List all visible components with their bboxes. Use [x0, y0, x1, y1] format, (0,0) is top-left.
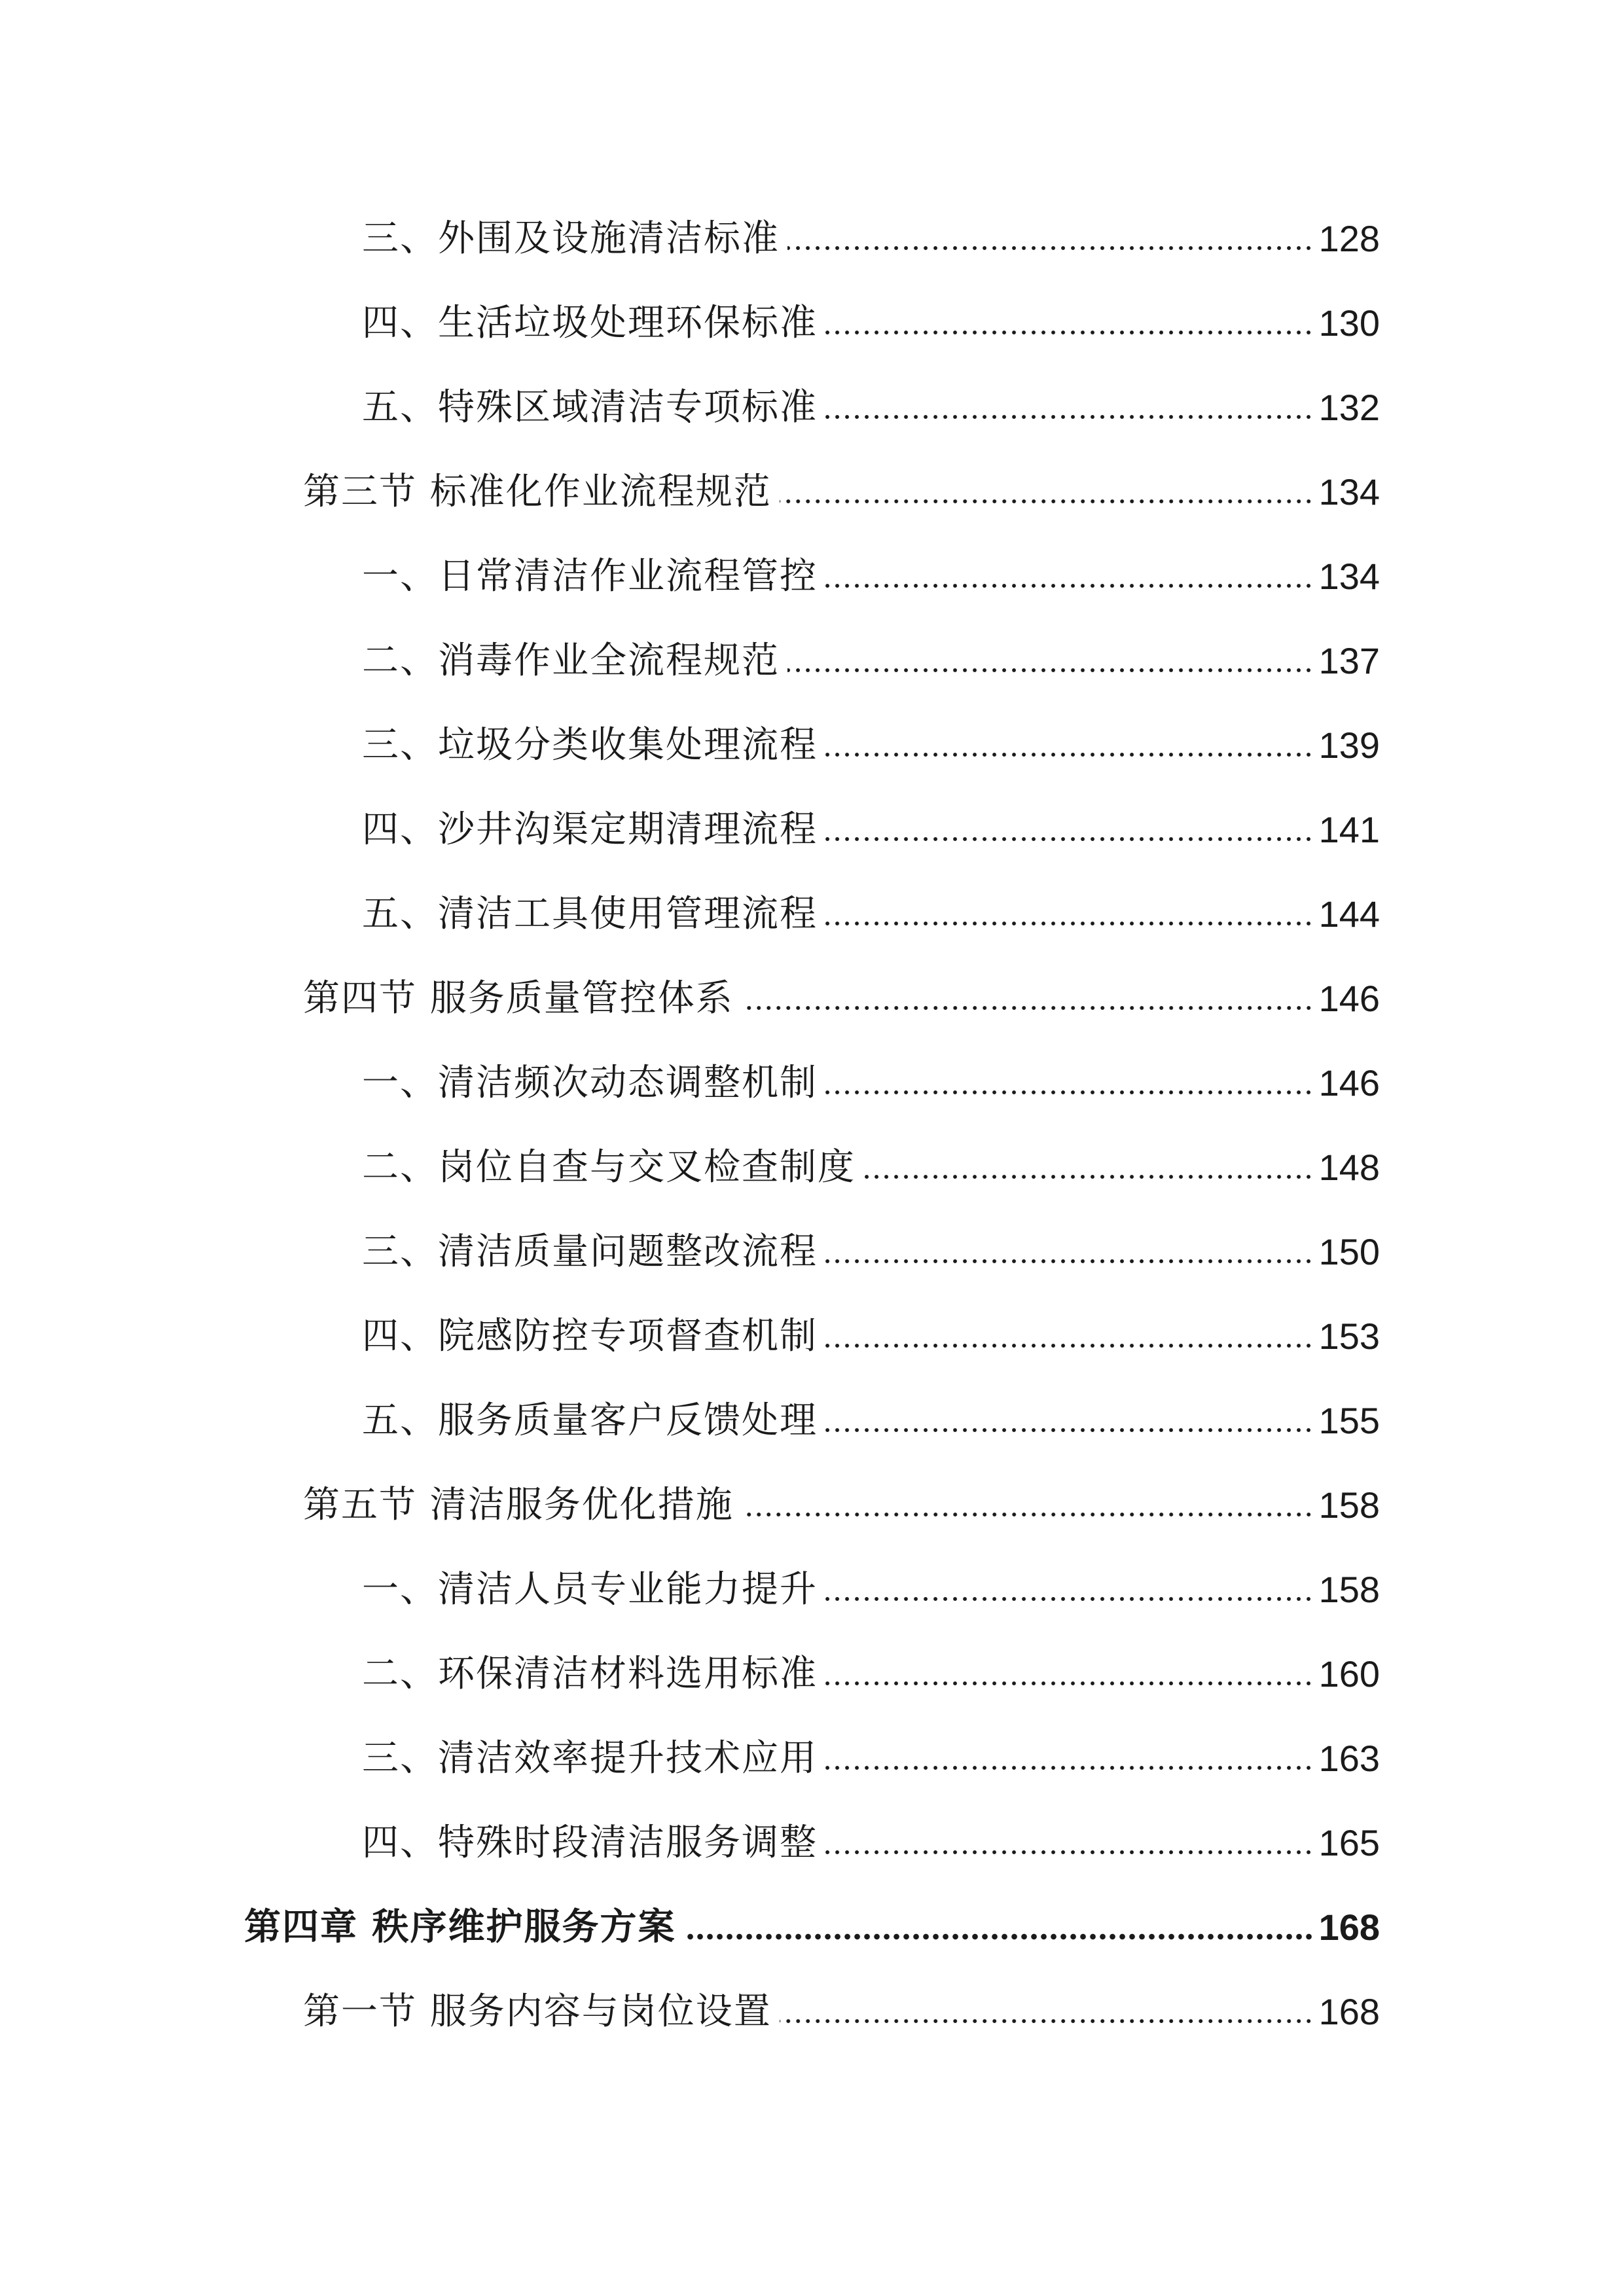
toc-entry-page: 128 — [1318, 218, 1380, 259]
dot-leader — [825, 582, 1314, 590]
toc-entry-title: 第一节 服务内容与岗位设置 — [303, 1990, 772, 2033]
toc-entry-page: 146 — [1318, 1062, 1380, 1103]
dot-leader — [787, 244, 1314, 252]
toc-entry[interactable] — [362, 382, 1380, 434]
toc-entry[interactable] — [362, 1564, 1380, 1616]
toc-entry-page: 134 — [1318, 556, 1380, 597]
dot-leader — [780, 497, 1314, 505]
toc-entry-page: 134 — [1318, 471, 1380, 512]
dot-leader — [825, 1679, 1314, 1687]
toc-entry-page: 137 — [1318, 640, 1380, 681]
dot-leader — [742, 1004, 1314, 1012]
toc-entry-page: 146 — [1318, 978, 1380, 1019]
toc-entry[interactable] — [362, 1057, 1380, 1109]
dot-leader — [863, 1173, 1314, 1181]
toc-entry-title: 五、特殊区域清洁专项标准 — [362, 386, 818, 429]
dot-leader — [825, 1088, 1314, 1096]
dot-leader — [684, 1933, 1314, 1941]
toc-entry[interactable] — [362, 635, 1380, 687]
toc-entry[interactable] — [362, 1648, 1380, 1700]
toc-entry-title: 五、服务质量客户反馈处理 — [362, 1399, 818, 1442]
toc-entry-page: 160 — [1318, 1653, 1380, 1695]
toc-entry-title: 四、院感防控专项督查机制 — [362, 1315, 818, 1357]
toc-entry-page: 168 — [1318, 1907, 1380, 1948]
toc-entry-title: 三、清洁效率提升技术应用 — [362, 1737, 818, 1780]
toc-entry-title: 第三节 标准化作业流程规范 — [303, 471, 772, 513]
toc-entry-page: 168 — [1318, 1991, 1380, 2032]
toc-entry-title: 三、垃圾分类收集处理流程 — [362, 724, 818, 766]
toc-entry-title: 三、外围及设施清洁标准 — [362, 217, 780, 260]
toc-entry[interactable] — [362, 1226, 1380, 1278]
toc-entry-page: 163 — [1318, 1738, 1380, 1779]
toc-entry-title: 第五节 清洁服务优化措施 — [303, 1484, 734, 1526]
dot-leader — [780, 2017, 1314, 2025]
toc-entry-page: 165 — [1318, 1822, 1380, 1863]
toc-entry[interactable] — [303, 973, 1380, 1025]
toc-entry-title: 二、岗位自查与交叉检查制度 — [362, 1146, 856, 1189]
toc-entry-title: 二、环保清洁材料选用标准 — [362, 1653, 818, 1695]
dot-leader — [825, 1595, 1314, 1603]
toc-entry[interactable] — [362, 804, 1380, 856]
toc-entry[interactable] — [362, 1310, 1380, 1363]
toc-entry-page: 150 — [1318, 1231, 1380, 1272]
toc-entry-page: 132 — [1318, 387, 1380, 428]
toc-entry-title: 四、沙井沟渠定期清理流程 — [362, 808, 818, 851]
toc-entry-title: 三、清洁质量问题整改流程 — [362, 1230, 818, 1273]
toc-entry-title: 第四节 服务质量管控体系 — [303, 977, 734, 1020]
toc-entry-title: 四、生活垃圾处理环保标准 — [362, 302, 818, 344]
toc-entry[interactable] — [362, 297, 1380, 350]
toc-entry-page: 141 — [1318, 809, 1380, 850]
dot-leader — [825, 1257, 1314, 1265]
toc-entry-page: 158 — [1318, 1484, 1380, 1526]
dot-leader — [825, 329, 1314, 336]
toc-entry[interactable] — [362, 550, 1380, 603]
dot-leader — [825, 920, 1314, 927]
toc-entry[interactable] — [362, 213, 1380, 265]
toc-entry[interactable] — [362, 1395, 1380, 1447]
toc-entry[interactable] — [362, 1817, 1380, 1869]
dot-leader — [825, 835, 1314, 843]
toc-entry-page: 139 — [1318, 725, 1380, 766]
toc-entry[interactable] — [303, 466, 1380, 518]
toc-entry[interactable] — [362, 1141, 1380, 1194]
toc-entry[interactable] — [362, 719, 1380, 772]
dot-leader — [825, 751, 1314, 759]
toc-entry-title: 一、清洁频次动态调整机制 — [362, 1062, 818, 1104]
dot-leader — [825, 1764, 1314, 1772]
toc-entry[interactable] — [362, 1732, 1380, 1785]
toc-entry-title: 第四章 秩序维护服务方案 — [244, 1906, 676, 1948]
dot-leader — [787, 666, 1314, 674]
toc-entry-page: 155 — [1318, 1400, 1380, 1441]
dot-leader — [825, 1848, 1314, 1856]
toc-entry-page: 144 — [1318, 893, 1380, 935]
toc-entry-page: 158 — [1318, 1569, 1380, 1610]
toc-entry-title: 五、清洁工具使用管理流程 — [362, 893, 818, 935]
dot-leader — [825, 1426, 1314, 1434]
dot-leader — [825, 413, 1314, 421]
dot-leader — [825, 1342, 1314, 1350]
toc-entry-title: 一、日常清洁作业流程管控 — [362, 555, 818, 598]
toc-entry-page: 130 — [1318, 302, 1380, 344]
toc-entry-chapter[interactable] — [244, 1901, 1380, 1954]
toc-entry[interactable] — [362, 888, 1380, 941]
toc-entry-page: 153 — [1318, 1316, 1380, 1357]
toc-entry[interactable] — [303, 1986, 1380, 2038]
toc-entry-title: 四、特殊时段清洁服务调整 — [362, 1821, 818, 1864]
toc-entry-title: 一、清洁人员专业能力提升 — [362, 1568, 818, 1611]
toc-entry-page: 148 — [1318, 1147, 1380, 1188]
toc-entry[interactable] — [303, 1479, 1380, 1532]
toc-entry-title: 二、消毒作业全流程规范 — [362, 639, 780, 682]
dot-leader — [742, 1511, 1314, 1518]
